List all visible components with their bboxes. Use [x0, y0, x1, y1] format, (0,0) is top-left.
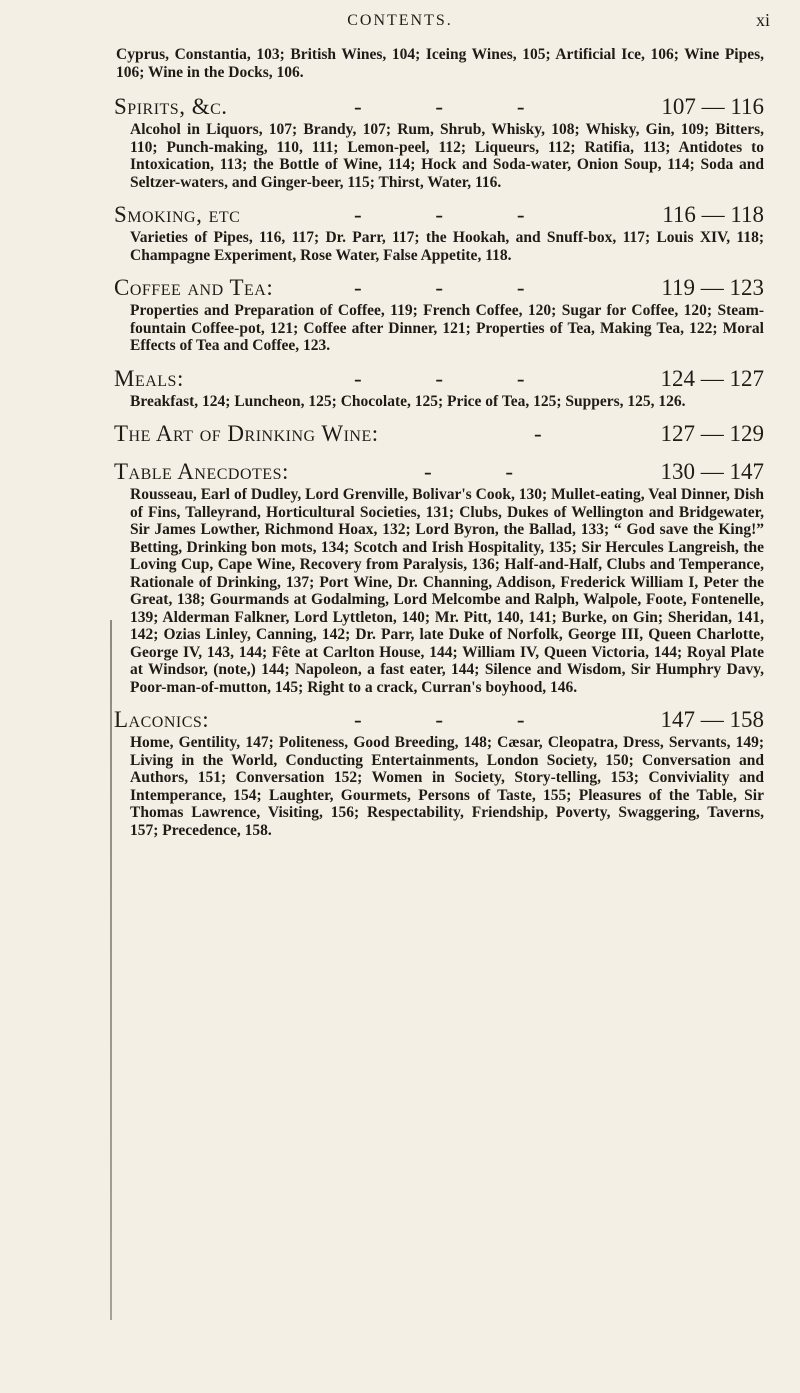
section-heading [114, 274, 764, 302]
section-meals [114, 365, 764, 411]
running-head-title: CONTENTS. [347, 12, 453, 29]
section-page-range: 119 — 123 [661, 275, 764, 300]
section-page-range: 107 — 116 [661, 94, 764, 119]
section-title: Meals: [114, 365, 184, 391]
section-title: Coffee and Tea: [114, 275, 274, 300]
section-entries: Rousseau, Earl of Dudley, Lord Grenville, Bolivar's Cook, 130; Mullet-eating, Veal Dinner, Dish of Fins, Talleyrand, Horticultural Societies, 131; Clubs, Dukes of Wellington and Bridgewater, Sir James Lowther, Richmond Hoax, 132; Lord Byron, the Ballad, 133; “ God save the King!” Betting, Drinking bon mots, 134; Scotch and Irish Hospitality, 135; Sir Hercules Langreish, the Loving Cup, Cape Wine, Recovery from Paralysis, 136; Half-and-Half, Clubs and Temperance, Rationale of Drinking, 137; Port Wine, Dr. Channing, Addison, Frederick William I, Peter the Great, 138; Gourmands at Godalming, Lord Melcombe and Ralph, Walpole, Foote, Fontenelle, 139; Alderman Falkner, Lord Lyttleton, 140; Mr. Pitt, 140, 141; Burke, on Gin; Sheridan, 141, 142; Ozias Linley, Canning, 142; Dr. Parr, late Duke of Norfolk, George III, Queen Charlotte, George IV, 143, 144; Fête at Carlton House, 144; William IV, Queen Victoria, 144; Royal Plate at Windsor, (note,) 144; Napoleon, a fast eater, 144; Silence and Wisdom, Sir Humphry Davy, Poor-man-of-mutton, 145; Right to a crack, Curran's boyhood, 146. [130, 486, 764, 696]
section-page-range: 130 — 147 [660, 459, 764, 484]
section-heading [114, 93, 764, 121]
section-smoking [114, 201, 764, 264]
page-number: xi [755, 10, 770, 30]
section-heading [114, 365, 764, 393]
section-spirits [114, 93, 764, 191]
section-laconics [114, 706, 764, 839]
section-table-anecdotes [114, 458, 764, 696]
section-entries: Breakfast, 124; Luncheon, 125; Chocolate, 125; Price of Tea, 125; Suppers, 125, 126. [130, 392, 686, 410]
contents-list [114, 46, 764, 849]
section-title: The Art of Drinking Wine: [114, 421, 379, 446]
section-entries: Varieties of Pipes, 116, 117; Dr. Parr, 117; the Hookah, and Snuff-box, 117; Louis XIV, 118; Champagne Experiment, Rose Water, False Appetite, 118. [130, 229, 764, 264]
section-heading [114, 420, 764, 448]
section-leader: - - - [354, 707, 559, 732]
section-leader: - - - [354, 94, 559, 119]
section-title: Laconics: [114, 707, 210, 732]
running-head [0, 8, 800, 34]
section-entries: Alcohol in Liquors, 107; Brandy, 107; Rum, Shrub, Whisky, 108; Whisky, Gin, 109; Bitters, 110; Punch-making, 110, 111; Lemon-peel, 112; Liqueurs, 112; Ratifia, 113; Antidotes to Intoxication, 113; the Bottle of Wine, 114; Hock and Soda-water, Onion Soup, 114; Soda and Seltzer-waters, and Ginger-beer, 115; Thirst, Water, 116. [130, 121, 764, 191]
section-heading [114, 201, 764, 229]
continuation-entry: Cyprus, Constantia, 103; British Wines, 104; Iceing Wines, 105; Artificial Ice, 106; Wine Pipes, 106; Wine in the Docks, 106. [116, 46, 764, 81]
section-art-of-drinking-wine [114, 420, 764, 448]
section-page-range: 124 — 127 [660, 365, 764, 391]
section-title: Spirits, &c. [114, 94, 228, 119]
section-entries: Home, Gentility, 147; Politeness, Good Breeding, 148; Cæsar, Cleopatra, Dress, Servants, 149; Living in the World, Conducting Entertainments, London Society, 150; Conversation and Authors, 151; Conversation 152; Women in Society, Story-telling, 153; Conviviality and Intemperance, 154; Laughter, Gourmets, Persons of Taste, 155; Pleasures of the Table, Sir Thomas Lawrence, Visiting, 156; Respectability, Friendship, Poverty, Swaggering, Taverns, 157; Precedence, 158. [130, 734, 764, 839]
section-title: Table Anecdotes: [114, 459, 289, 484]
section-leader: - [534, 421, 576, 446]
margin-shadow-line [110, 620, 112, 1320]
section-entries: Properties and Preparation of Coffee, 119; French Coffee, 120; Sugar for Coffee, 120; Steam-fountain Coffee-pot, 121; Coffee after Dinner, 121; Properties of Tea, Making Tea, 122; Moral Effects of Tea and Coffee, 123. [130, 302, 764, 354]
section-page-range: 147 — 158 [660, 707, 764, 732]
section-leader: - - [424, 459, 548, 484]
section-heading [114, 458, 764, 486]
section-page-range: 127 — 129 [660, 421, 764, 446]
section-title: Smoking, etc [114, 202, 241, 227]
section-leader: - - - [354, 365, 559, 391]
section-heading [114, 706, 764, 734]
section-leader: - - - [354, 275, 559, 300]
section-leader: - - - [354, 202, 559, 227]
section-coffee-and-tea [114, 274, 764, 355]
section-page-range: 116 — 118 [662, 202, 764, 227]
